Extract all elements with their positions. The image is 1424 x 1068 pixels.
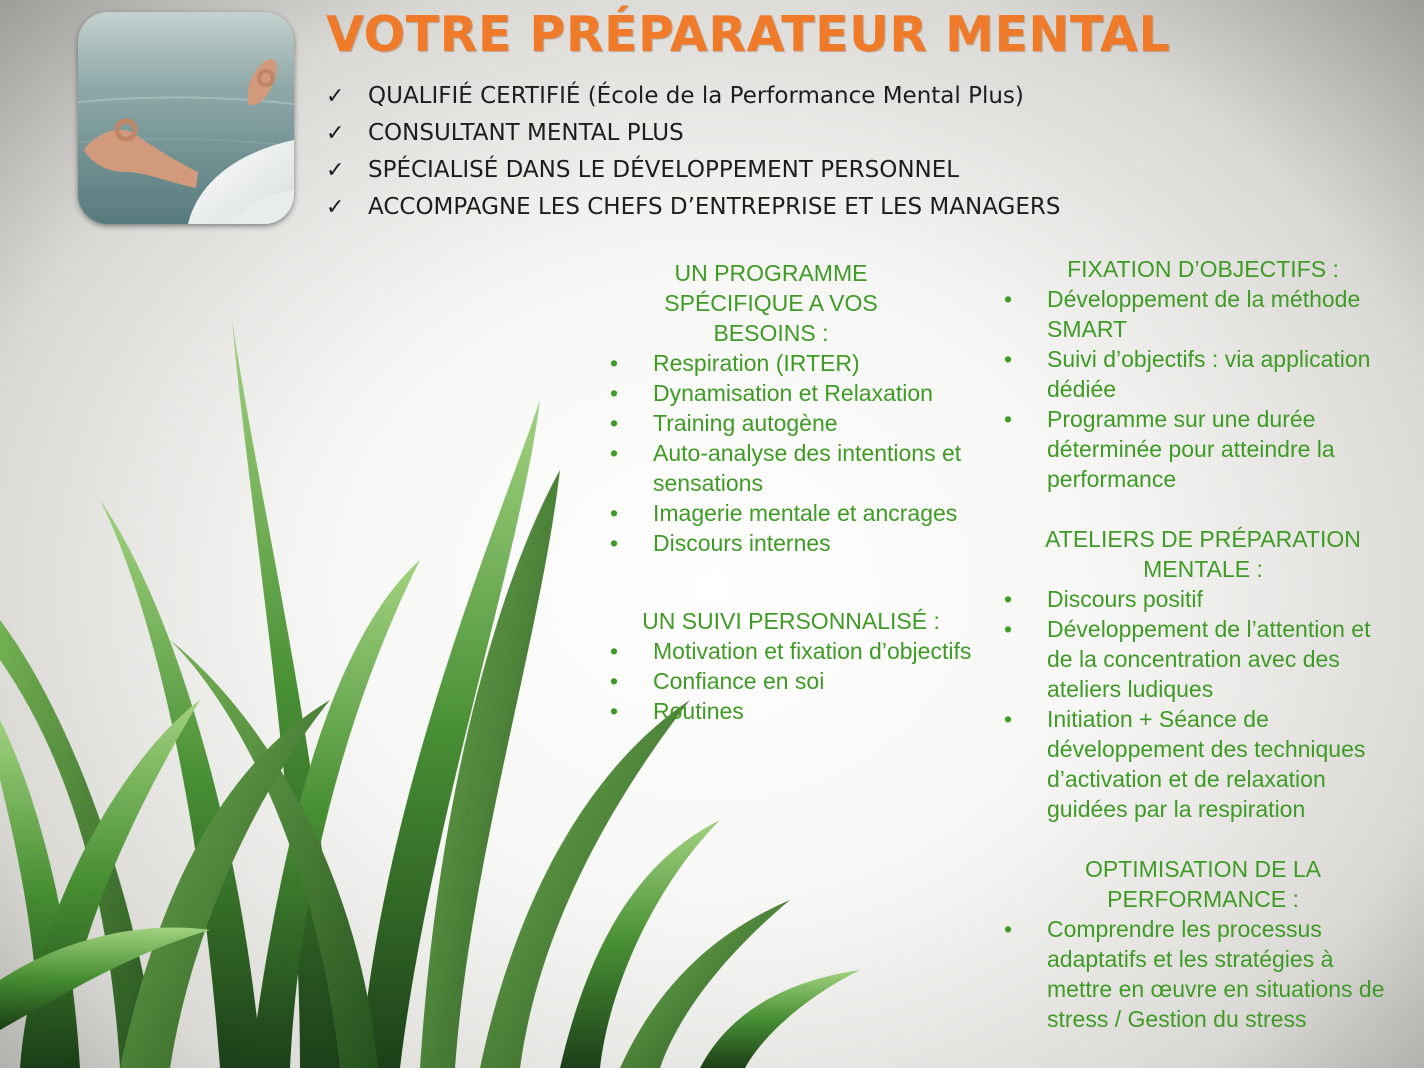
checkmark-icon: ✓ [326,121,345,146]
list-item [326,80,1060,117]
list-item: • Respiration (IRTER) [610,348,972,378]
list-item: • Imagerie mentale et ancrages [610,498,972,528]
left-column [610,258,972,726]
list-item: • Suivi d’objectifs : via application dédiée [1004,344,1402,404]
programme-list [610,348,972,558]
section-heading-programme: UN PROGRAMME SPÉCIFIQUE A VOS BESOINS : [664,260,878,346]
list-item [326,191,1060,228]
suivi-list [610,636,972,726]
qualification-text: CONSULTANT MENTAL PLUS [368,120,684,146]
section-heading-ateliers: ATELIERS DE PRÉPARATION MENTALE : [1045,526,1361,582]
section-heading-objectifs: FIXATION D’OBJECTIFS : [1067,256,1339,282]
list-item: • Motivation et fixation d’objectifs [610,636,972,666]
list-item: • Dynamisation et Relaxation [610,378,972,408]
list-item: • Développement de la méthode SMART [1004,284,1402,344]
checkmark-icon: ✓ [326,84,345,109]
section-heading-suivi: UN SUIVI PERSONNALISÉ : [642,608,940,634]
optimisation-list [1004,914,1402,1034]
qualification-text: ACCOMPAGNE LES CHEFS D’ENTREPRISE ET LES MANAGERS [368,194,1061,220]
meditation-hands-icon [78,12,294,224]
list-item: • Développement de l’attention et de la concentration avec des ateliers ludiques [1004,614,1402,704]
section-heading-optimisation: OPTIMISATION DE LA PERFORMANCE : [1085,856,1321,912]
ateliers-list [1004,584,1402,824]
list-item [326,117,1060,154]
meditation-photo [78,12,294,224]
page-title: VOTRE PRÉPARATEUR MENTAL [326,6,1171,63]
list-item: • Programme sur une durée déterminée pour atteindre la performance [1004,404,1402,494]
list-item: • Initiation + Séance de développement des techniques d’activation et de relaxation guidées par la respiration [1004,704,1402,824]
objectifs-list [1004,284,1402,494]
qualification-text: QUALIFIÉ CERTIFIÉ (École de la Performance Mental Plus) [368,83,1024,109]
qualification-text: SPÉCIALISÉ DANS LE DÉVELOPPEMENT PERSONNEL [368,157,960,183]
checkmark-icon: ✓ [326,158,345,183]
checkmark-icon: ✓ [326,195,345,220]
list-item: • Training autogène [610,408,972,438]
list-item: • Discours positif [1004,584,1402,614]
qualification-list [326,80,1060,228]
list-item: • Auto-analyse des intentions et sensations [610,438,972,498]
right-column [1004,254,1402,1034]
list-item: • Confiance en soi [610,666,972,696]
list-item: • Comprendre les processus adaptatifs et les stratégies à mettre en œuvre en situations de stress / Gestion du stress [1004,914,1402,1034]
list-item [326,154,1060,191]
list-item: • Routines [610,696,972,726]
list-item: • Discours internes [610,528,972,558]
